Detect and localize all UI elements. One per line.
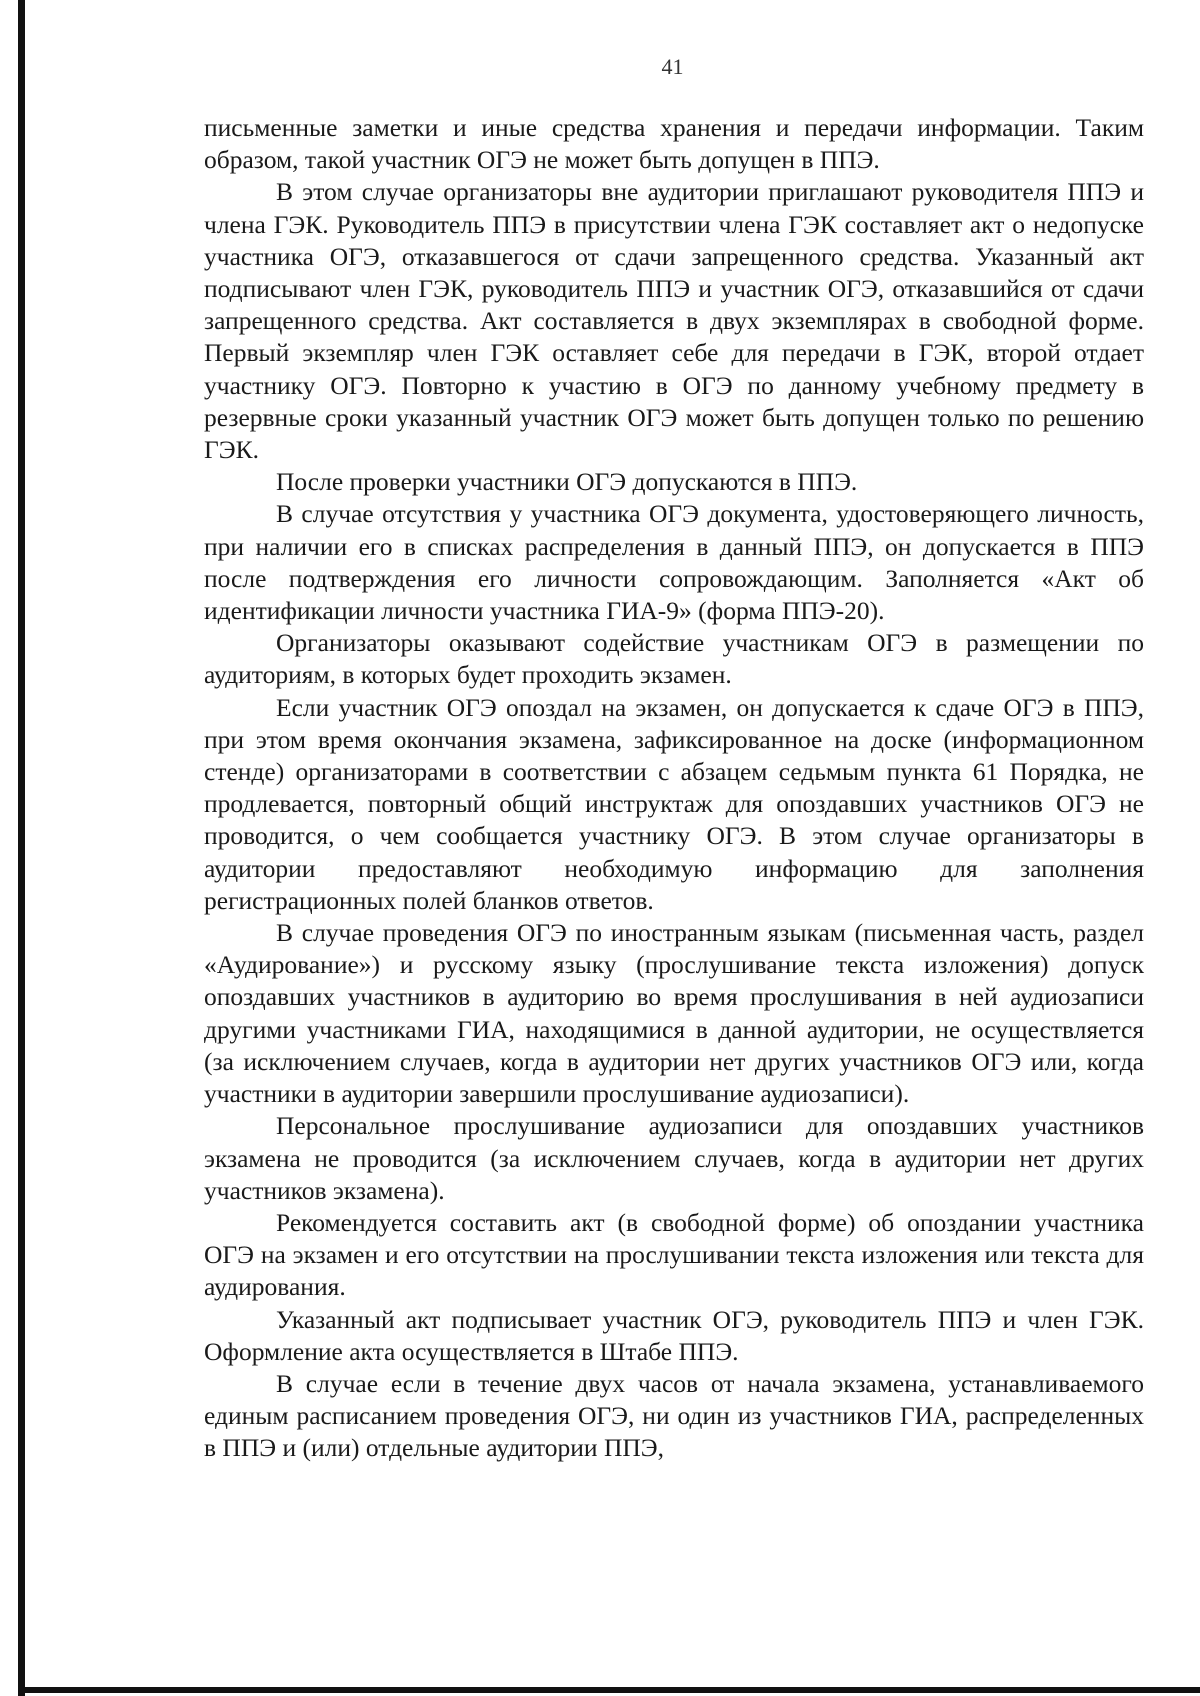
paragraph: После проверки участники ОГЭ допускаются в ППЭ. (276, 467, 858, 497)
paragraph: Если участник ОГЭ опоздал на экзамен, он допускается к сдаче ОГЭ в ППЭ, при этом время окончания экзамена, зафиксированное на доске (информационном стенде) организаторами в соответствии с абзацем седьмым пункта 61 Порядка, не продлевается, повторный общий инструктаж для опоздавших участников ОГЭ не проводится, о чем сообщается участнику ОГЭ. В этом случае организаторы в аудитории предоставляют необходимую информацию для заполнения регистрационных полей бланков ответов. (204, 692, 1144, 915)
paragraph: В случае отсутствия у участника ОГЭ документа, удостоверяющего личность, при наличии его в списках распределения в данный ППЭ, он допускается в ППЭ после подтверждения его личности сопровождающим. Заполняется «Акт об идентификации личности участника ГИА-9» (форма ППЭ-20). (204, 499, 1144, 626)
document-body (204, 112, 1144, 1465)
paragraph: Организаторы оказывают содействие участникам ОГЭ в размещении по аудиториям, в которых будет проходить экзамен. (204, 628, 1144, 690)
paragraph: Рекомендуется составить акт (в свободной форме) об опоздании участника ОГЭ на экзамен и его отсутствии на прослушивании текста изложения или текста для аудирования. (204, 1207, 1144, 1302)
scan-border-bottom (18, 1687, 1200, 1693)
paragraph: Указанный акт подписывает участник ОГЭ, руководитель ППЭ и член ГЭК. Оформление акта осуществляется в Штабе ППЭ. (204, 1304, 1144, 1366)
page-number: 41 (661, 54, 684, 79)
paragraph: В этом случае организаторы вне аудитории приглашают руководителя ППЭ и члена ГЭК. Руководитель ППЭ в присутствии члена ГЭК составляет акт о недопуске участника ОГЭ, отказавшегося от сдачи запрещенного средства. Указанный акт подписывают член ГЭК, руководитель ППЭ и участник ОГЭ, отказавшийся от сдачи запрещенного средства. Акт составляется в двух экземплярах в свободной форме. Первый экземпляр член ГЭК оставляет себе для передачи в ГЭК, второй отдает участнику ОГЭ. Повторно к участию в ОГЭ по данному учебному предмету в резервные сроки указанный участник ОГЭ может быть допущен только по решению ГЭК. (204, 177, 1144, 465)
paragraph: В случае если в течение двух часов от начала экзамена, устанавливаемого единым расписанием проведения ОГЭ, ни один из участников ГИА, распределенных в ППЭ и (или) отдельные аудитории ППЭ, (204, 1368, 1144, 1463)
paragraph: В случае проведения ОГЭ по иностранным языкам (письменная часть, раздел «Аудирование») и русскому языку (прослушивание текста изложения) допуск опоздавших участников в аудиторию во время прослушивания в ней аудиозаписи другими участниками ГИА, находящимися в данной аудитории, не осуществляется (за исключением случаев, когда в аудитории нет других участников ОГЭ или, когда участники в аудитории завершили прослушивание аудиозаписи). (204, 918, 1144, 1109)
scan-border-left (18, 0, 25, 1696)
paragraph: письменные заметки и иные средства хранения и передачи информации. Таким образом, такой участник ОГЭ не может быть допущен в ППЭ. (204, 113, 1144, 175)
paragraph: Персональное прослушивание аудиозаписи для опоздавших участников экзамена не проводится (за исключением случаев, когда в аудитории нет других участников экзамена). (204, 1111, 1144, 1205)
